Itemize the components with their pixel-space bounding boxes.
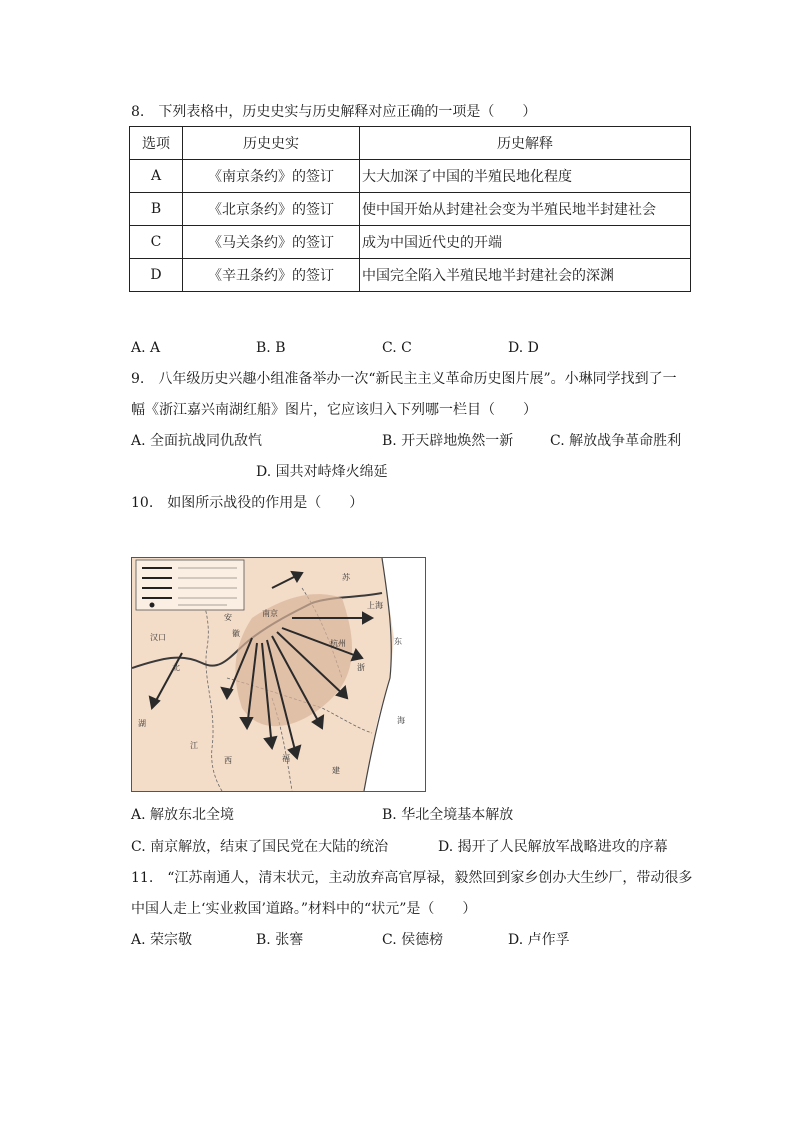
row-fact: 《马关条约》的签订 bbox=[183, 226, 360, 259]
battle-map-image bbox=[131, 557, 426, 792]
map-label: 上海 bbox=[367, 601, 383, 610]
q9-stem-line1: 9. 八年级历史兴趣小组准备举办一次“新民主主义革命历史图片展”。小琳同学找到了一 bbox=[131, 371, 677, 387]
q10-option-d[interactable]: D. 揭开了人民解放军战略进攻的序幕 bbox=[438, 839, 668, 855]
table-row bbox=[130, 259, 691, 292]
row-option: B bbox=[130, 193, 183, 226]
q8-option-d[interactable]: D. D bbox=[508, 340, 539, 356]
row-fact: 《北京条约》的签订 bbox=[183, 193, 360, 226]
row-explanation: 成为中国近代史的开端 bbox=[360, 226, 691, 259]
q9-option-c[interactable]: C. 解放战争革命胜利 bbox=[550, 433, 682, 449]
q9-option-b[interactable]: B. 开天辟地焕然一新 bbox=[382, 433, 514, 449]
q11-stem-line2: 中国人走上‘实业救国’道路。”材料中的“状元”是（ ） bbox=[131, 901, 477, 917]
row-option: A bbox=[130, 160, 183, 193]
row-explanation: 使中国开始从封建社会变为半殖民地半封建社会 bbox=[360, 193, 691, 226]
map-label: 南京 bbox=[262, 609, 278, 618]
map-label: 苏 bbox=[342, 573, 350, 582]
table-row bbox=[130, 193, 691, 226]
map-label: 湖 bbox=[138, 719, 146, 728]
q9-option-a[interactable]: A. 全面抗战同仇敌忾 bbox=[131, 433, 263, 449]
map-label: 杭州 bbox=[330, 639, 346, 648]
q10-stem: 10. 如图所示战役的作用是（ ） bbox=[131, 495, 364, 511]
header-explanation: 历史解释 bbox=[360, 127, 691, 160]
q8-option-b[interactable]: B. B bbox=[256, 340, 286, 356]
q8-stem: 8. 下列表格中，历史史实与历史解释对应正确的一项是（ ） bbox=[131, 104, 537, 120]
history-table bbox=[129, 126, 691, 292]
row-option: D bbox=[130, 259, 183, 292]
map-label: 汉口 bbox=[150, 633, 166, 642]
q11-option-a[interactable]: A. 荣宗敬 bbox=[131, 932, 193, 948]
row-fact: 《辛丑条约》的签订 bbox=[183, 259, 360, 292]
row-fact: 《南京条约》的签订 bbox=[183, 160, 360, 193]
map-label: 东 bbox=[394, 637, 402, 646]
map-label: 福 bbox=[282, 754, 290, 763]
table-row bbox=[130, 226, 691, 259]
row-explanation: 大大加深了中国的半殖民地化程度 bbox=[360, 160, 691, 193]
map-label: 建 bbox=[332, 766, 340, 775]
q9-option-d[interactable]: D. 国共对峙烽火绵延 bbox=[256, 464, 388, 480]
q11-option-d[interactable]: D. 卢作孚 bbox=[508, 932, 570, 948]
map-label: 浙 bbox=[357, 663, 365, 672]
q11-stem-line1: 11. “江苏南通人，清末状元，主动放弃高官厚禄，毅然回到家乡创办大生纱厂，带动很多 bbox=[131, 870, 693, 886]
map-label: 西 bbox=[224, 756, 232, 765]
table-row bbox=[130, 160, 691, 193]
row-option: C bbox=[130, 226, 183, 259]
map-label: 海 bbox=[397, 716, 405, 725]
table-header-row bbox=[130, 127, 691, 160]
q11-option-b[interactable]: B. 张謇 bbox=[256, 932, 304, 948]
map-label: 江 bbox=[190, 741, 198, 750]
map-label: 安 bbox=[224, 613, 232, 622]
map-label: 北 bbox=[172, 663, 180, 672]
q11-option-c[interactable]: C. 侯德榜 bbox=[382, 932, 444, 948]
row-explanation: 中国完全陷入半殖民地半封建社会的深渊 bbox=[360, 259, 691, 292]
q10-option-c[interactable]: C. 南京解放，结束了国民党在大陆的统治 bbox=[131, 839, 389, 855]
map-label: 徽 bbox=[232, 629, 240, 638]
q10-option-b[interactable]: B. 华北全境基本解放 bbox=[382, 807, 514, 823]
header-option: 选项 bbox=[130, 127, 183, 160]
q9-stem-line2: 幅《浙江嘉兴南湖红船》图片，它应该归入下列哪一栏目（ ） bbox=[131, 402, 537, 418]
q8-option-a[interactable]: A. A bbox=[131, 340, 161, 356]
q8-option-c[interactable]: C. C bbox=[382, 340, 412, 356]
header-fact: 历史史实 bbox=[183, 127, 360, 160]
q10-option-a[interactable]: A. 解放东北全境 bbox=[131, 807, 235, 823]
